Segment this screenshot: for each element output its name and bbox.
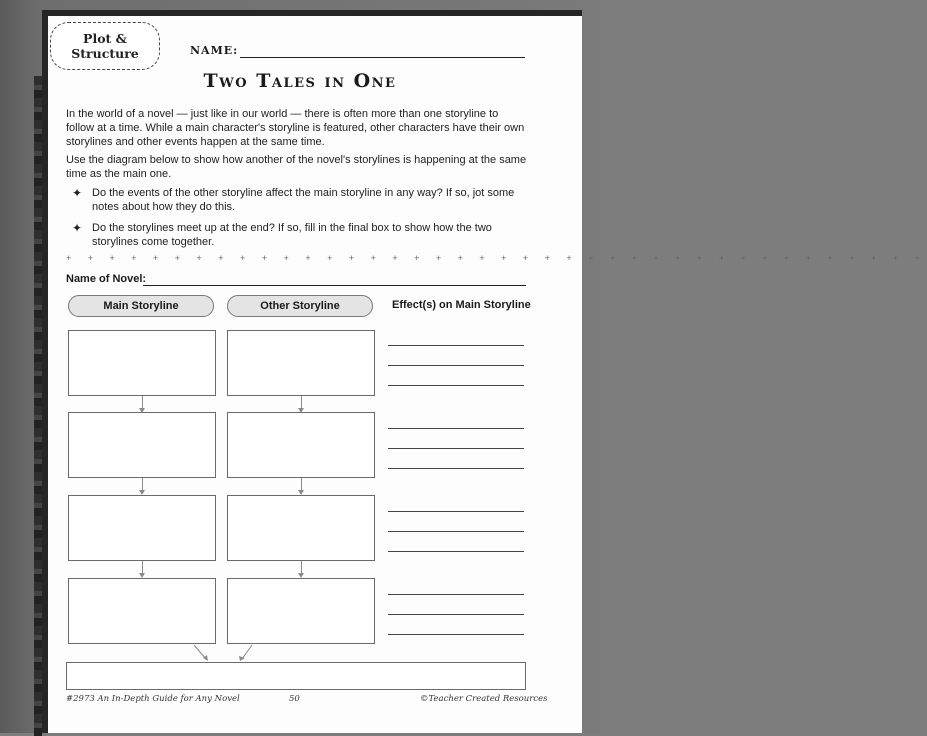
converging-arrows-icon: [190, 644, 260, 664]
bullet-text: Do the events of the other storyline affect the main storyline in any way? If so, jot some notes about how they do this.: [92, 187, 515, 213]
effects-header: Effect(s) on Main Storyline: [392, 299, 531, 311]
instruction-bullet-1: [72, 186, 532, 214]
effect-line[interactable]: [388, 551, 524, 552]
effect-line[interactable]: [388, 468, 524, 469]
effect-line[interactable]: [388, 428, 524, 429]
down-arrow-icon: [142, 478, 143, 492]
effect-line[interactable]: [388, 511, 524, 512]
effect-line[interactable]: [388, 448, 524, 449]
effect-line[interactable]: [388, 594, 524, 595]
effect-line[interactable]: [388, 614, 524, 615]
down-arrow-icon: [142, 396, 143, 410]
name-field[interactable]: [240, 57, 525, 58]
final-combined-storyline-box[interactable]: [66, 662, 526, 690]
down-arrow-icon: [301, 561, 302, 575]
novel-name-label: Name of Novel:: [66, 273, 147, 285]
star-bullet-icon: ✦: [72, 221, 83, 235]
main-storyline-box-2[interactable]: [68, 412, 216, 478]
novel-name-field[interactable]: [143, 285, 526, 286]
down-arrow-icon: [142, 561, 143, 575]
main-storyline-box-3[interactable]: [68, 495, 216, 561]
footer-page-number: 50: [289, 694, 300, 704]
effect-line[interactable]: [388, 345, 524, 346]
badge-line-1: Plot &: [83, 31, 127, 46]
category-badge: [50, 22, 160, 70]
footer-copyright: ©Teacher Created Resources: [420, 694, 548, 704]
bullet-text: Do the storylines meet up at the end? If so, fill in the final box to show how the two storylines come together.: [92, 222, 492, 248]
name-label: NAME:: [190, 44, 239, 57]
intro-paragraph-1: In the world of a novel — just like in our world — there is often more than one storyline to follow at a time. While a main character's storyline is featured, other characters have their own storylines and other events happen at the same time.: [66, 108, 525, 148]
star-bullet-icon: ✦: [72, 186, 83, 200]
down-arrow-icon: [301, 396, 302, 410]
other-storyline-box-1[interactable]: [227, 330, 375, 396]
main-storyline-box-4[interactable]: [68, 578, 216, 644]
effect-line[interactable]: [388, 365, 524, 366]
instruction-bullet-2: [72, 221, 532, 249]
effect-line[interactable]: [388, 385, 524, 386]
badge-line-2: Structure: [71, 46, 139, 61]
dotted-divider: + + + + + + + + + + + + + + + + + + + + + + + + + + + + + + + + + + + + + + + +: [66, 253, 927, 263]
down-arrow-icon: [301, 478, 302, 492]
other-storyline-box-3[interactable]: [227, 495, 375, 561]
other-storyline-box-2[interactable]: [227, 412, 375, 478]
effect-line[interactable]: [388, 634, 524, 635]
other-storyline-box-4[interactable]: [227, 578, 375, 644]
other-storyline-header: Other Storyline: [227, 295, 373, 317]
footer-book-title: #2973 An In-Depth Guide for Any Novel: [66, 694, 240, 704]
intro-paragraph-2: Use the diagram below to show how another of the novel's storylines is happening at the same time as the main one.: [66, 154, 527, 180]
page-title: Two Tales in One: [203, 70, 397, 92]
main-storyline-header: Main Storyline: [68, 295, 214, 317]
main-storyline-box-1[interactable]: [68, 330, 216, 396]
effect-line[interactable]: [388, 531, 524, 532]
